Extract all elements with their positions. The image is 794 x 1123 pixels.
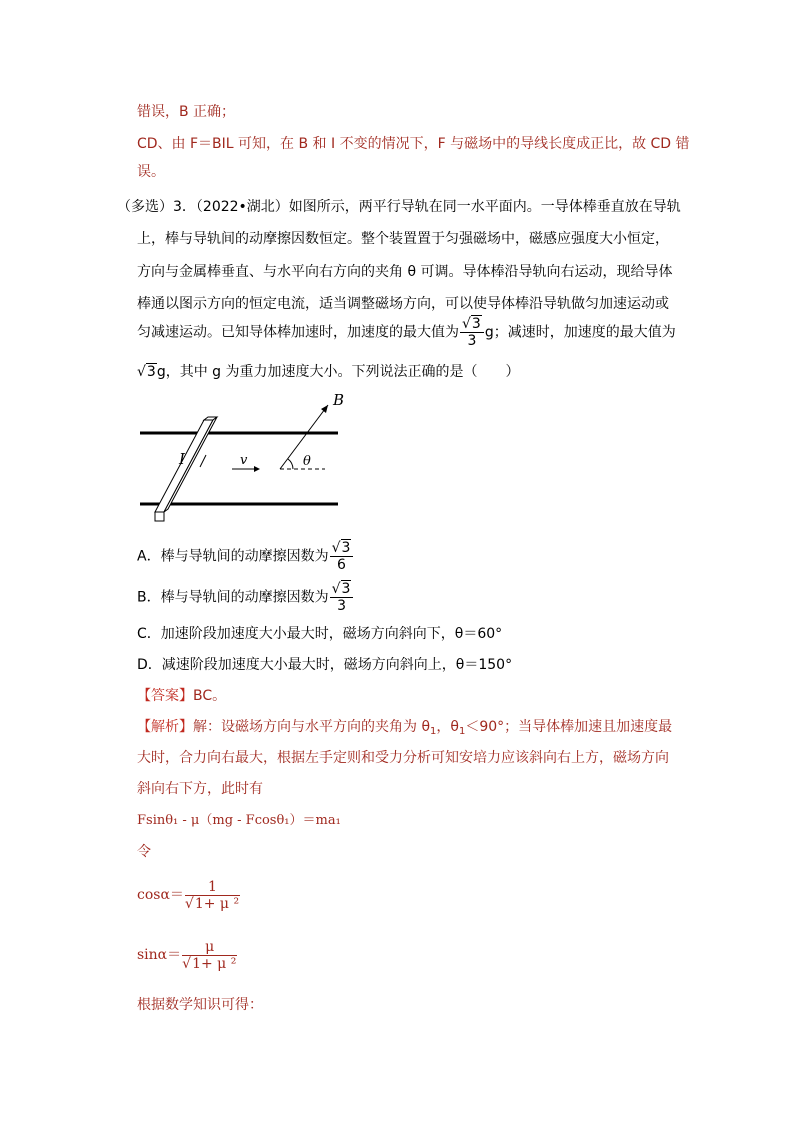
label-I: I (179, 450, 185, 468)
option-B-text: B．棒与导轨间的动摩擦因数为 (137, 589, 329, 606)
sqrt-symbol: √1+ μ ² (182, 955, 237, 972)
theta-subscript-2: 1 (458, 726, 466, 737)
option-A[interactable] (137, 540, 354, 573)
sqrt-radicand: 3 (471, 316, 481, 332)
sqrt-symbol: √1+ μ ² (184, 895, 240, 912)
velocity-arrowhead (254, 466, 260, 472)
rail-figure (130, 385, 360, 530)
analysis-ling: 令 (137, 844, 151, 860)
cos-lhs: cosα＝ (137, 887, 184, 903)
sqrt-radicand: 3 (341, 581, 351, 597)
question-line-3: 方向与金属棒垂直、与水平向右方向的夹角 θ 可调。导体棒沿导轨向右运动，现给导体 (137, 264, 673, 280)
sin-fraction (182, 939, 237, 972)
sqrt-radicand: 3 (341, 540, 351, 556)
analysis-line-1 (137, 717, 672, 742)
option-C[interactable]: C．加速阶段加速度大小最大时，磁场方向斜向下，θ＝60° (137, 626, 503, 642)
label-B: B (333, 391, 345, 409)
question-line-4: 棒通以图示方向的恒定电流，适当调整磁场方向，可以使导体棒沿导轨做匀加速运动或 (137, 296, 669, 312)
question-line-5-tail: g；减速时，加速度的最大值为 (484, 324, 676, 341)
question-line-6 (137, 362, 520, 382)
sqrt3-symbol: √3 (137, 364, 156, 380)
cos-denominator (185, 896, 240, 912)
prev-answer-line-2: CD、由 F＝BIL 可知，在 B 和 I 不变的情况下，F 与磁场中的导线长度成正比，故 CD 错 (137, 136, 690, 152)
fraction-sqrt3-over-3 (460, 316, 484, 349)
option-A-fraction (330, 540, 354, 573)
fraction-denominator: 3 (467, 333, 477, 349)
answer-tag: 【答案】 (137, 688, 193, 704)
sqrt-symbol: √3 (331, 581, 351, 597)
sin-numerator: μ (182, 939, 237, 956)
analysis-tag: 【解析】 (137, 719, 193, 735)
question-line-5 (137, 316, 676, 349)
option-A-text: A．棒与导轨间的动摩擦因数为 (137, 548, 329, 565)
analysis-line-1-mid: ，θ (436, 719, 459, 735)
theta-arc (288, 459, 293, 469)
label-theta: θ (303, 454, 311, 469)
answer-line (137, 686, 226, 706)
analysis-line-1-tail: ＜90°；当导体棒加速且加速度最 (465, 719, 673, 735)
equation-1: Fsinθ₁ - μ（mg - Fcosθ₁）＝ma₁ (137, 813, 341, 828)
analysis-line-2: 大时，合力向右最大，根据左手定则和受力分析可知安培力应该斜向右上方，磁场方向 (137, 750, 669, 766)
cos-numerator: 1 (185, 879, 240, 896)
b-field-arrowhead (321, 405, 328, 413)
sin-radicand: 1+ μ ² (192, 955, 237, 972)
analysis-line-3: 斜向右下方，此时有 (137, 781, 263, 797)
current-arrow (200, 455, 206, 467)
sin-lhs: sinα＝ (137, 947, 182, 963)
sin-denominator (182, 956, 237, 972)
option-D[interactable]: D．减速阶段加速度大小最大时，磁场方向斜向上，θ＝150° (137, 657, 513, 673)
question-line-2: 上，棒与导轨间的动摩擦因数恒定。整个装置置于匀强磁场中，磁感应强度大小恒定， (137, 231, 669, 247)
prev-answer-line-3: 误。 (137, 164, 165, 180)
question-line-1: （多选）3．（2022•湖北）如图所示，两平行导轨在同一水平面内。一导体棒垂直放在导轨 (117, 199, 681, 215)
theta-subscript: 1 (430, 726, 437, 737)
analysis-line-1-text: 解：设磁场方向与水平方向的夹角为 θ (193, 719, 431, 735)
cos-radicand: 1+ μ ² (194, 895, 240, 912)
fraction-denominator: 3 (337, 598, 346, 614)
cos-fraction (185, 879, 240, 912)
sqrt-radicand: 3 (146, 364, 156, 380)
cos-alpha-formula (137, 875, 241, 915)
question-line-6-text: g，其中 g 为重力加速度大小。下列说法正确的是（ ） (156, 364, 520, 380)
option-B[interactable] (137, 581, 354, 614)
sin-alpha-formula (137, 935, 238, 975)
analysis-last-line: 根据数学知识可得： (137, 997, 263, 1013)
label-v: v (240, 453, 248, 468)
option-B-fraction (330, 581, 354, 614)
answer-value: BC。 (193, 688, 227, 704)
sqrt-symbol: √3 (331, 540, 351, 556)
sqrt-symbol: √3 (462, 316, 481, 332)
question-line-5-text: 匀减速运动。已知导体棒加速时，加速度的最大值为 (137, 324, 459, 341)
fraction-denominator: 6 (337, 557, 346, 573)
prev-answer-line-1: 错误，B 正确； (137, 104, 236, 120)
